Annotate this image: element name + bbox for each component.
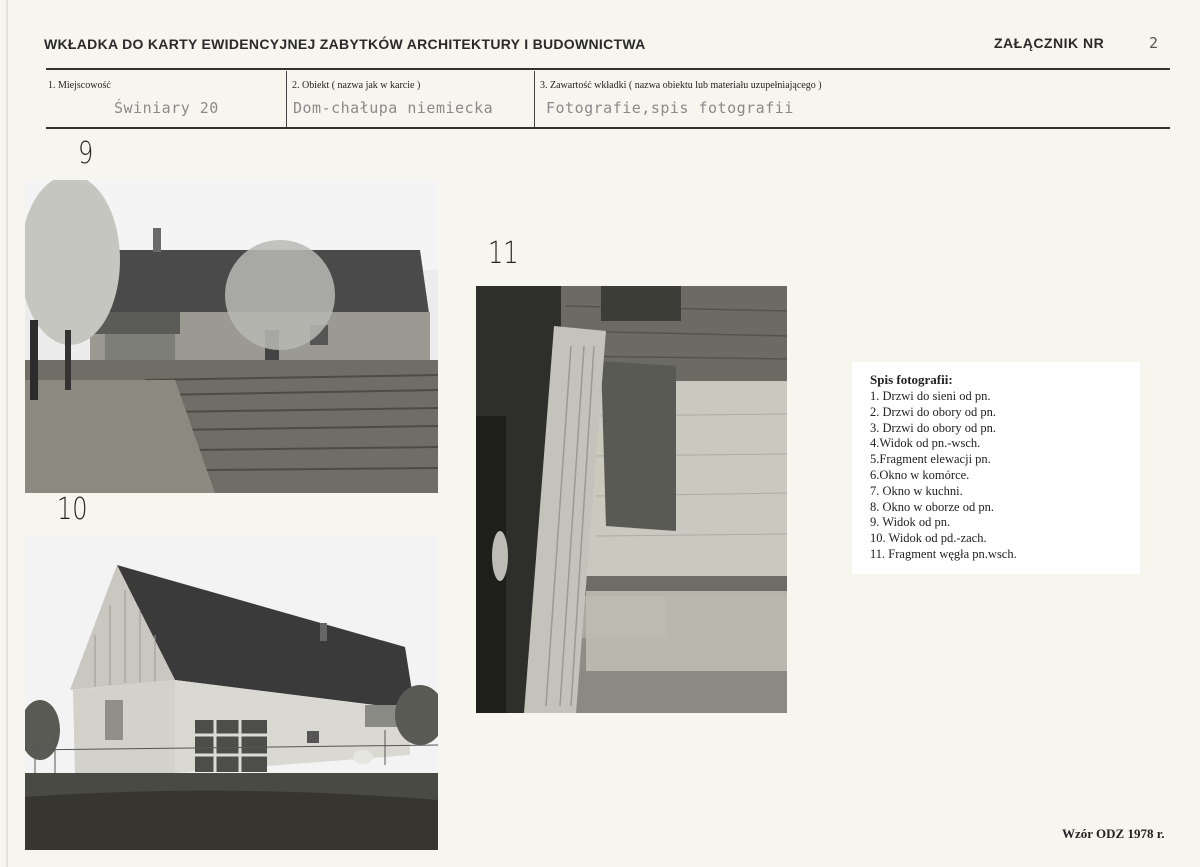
- annex-number: 2: [1149, 34, 1159, 52]
- field-value-contents: Fotografie,spis fotografii: [546, 99, 794, 117]
- list-item: 1. Drzwi do sieni od pn.: [870, 389, 991, 403]
- list-item: 9. Widok od pn.: [870, 515, 951, 530]
- field-divider: [534, 71, 535, 127]
- header-rule-bottom: [46, 127, 1170, 129]
- form-title: WKŁADKA DO KARTY EWIDENCYJNEJ ZABYTKÓW ARCHITEKTURY I BUDOWNICTWA: [44, 36, 646, 52]
- photo-10-image: [25, 535, 438, 850]
- list-item: 2. Drzwi do obory od pn.: [870, 404, 997, 419]
- field-value-object: Dom-chałupa niemiecka: [293, 99, 494, 117]
- photo-11-corner-fragment: [476, 286, 787, 713]
- field-label-location: 1. Miejscowość: [48, 80, 111, 91]
- photo-list-card: [852, 362, 1140, 574]
- photo-9-image: [25, 180, 438, 493]
- annex-label: ZAŁĄCZNIK NR: [994, 35, 1105, 51]
- photo-10-house-southwest-view: [25, 535, 438, 850]
- field-value-location: Świniary 20: [114, 99, 219, 117]
- photo-11-image: [476, 286, 787, 713]
- photo-9-house-north-view: [25, 180, 438, 493]
- list-item: 8. Okno w oborze od pn.: [870, 499, 994, 514]
- header-rule-top: [46, 68, 1170, 70]
- photo-number-10: 10: [57, 492, 88, 527]
- form-model-label: Wzór ODZ 1978 r.: [1062, 826, 1165, 841]
- list-item: 4.Widok od pn.-wsch.: [870, 436, 981, 451]
- field-divider: [286, 71, 287, 127]
- photo-list: [870, 389, 1017, 563]
- list-item: 5.Fragment elewacji pn.: [870, 452, 991, 467]
- list-item: 3. Drzwi do obory od pn.: [870, 420, 997, 435]
- list-item: 6.Okno w komórce.: [870, 467, 970, 482]
- field-label-object: 2. Obiekt ( nazwa jak w karcie ): [292, 80, 421, 91]
- list-item: 7. Okno w kuchni.: [870, 483, 963, 498]
- field-label-contents: 3. Zawartość wkładki ( nazwa obiektu lub materiału uzupełniającego ): [540, 80, 822, 91]
- photo-number-11: 11: [488, 236, 519, 271]
- photo-list-title: Spis fotografii:: [870, 372, 953, 387]
- photo-number-9: 9: [78, 136, 94, 171]
- list-item: 11. Fragment węgła pn.wsch.: [870, 546, 1017, 561]
- list-item: 10. Widok od pd.-zach.: [870, 531, 987, 546]
